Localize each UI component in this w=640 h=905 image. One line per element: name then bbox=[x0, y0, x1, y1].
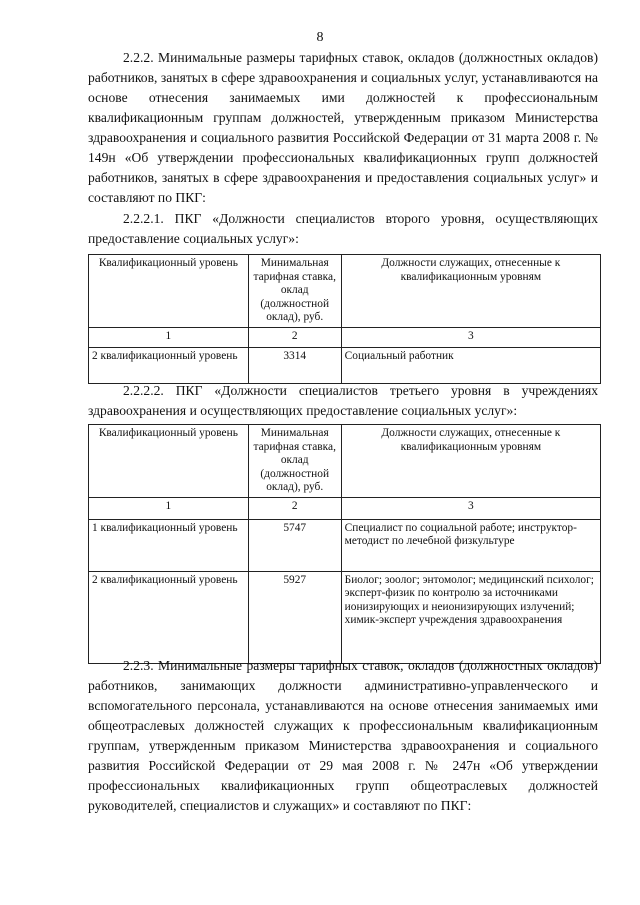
cell-level: 2 квалификационный уровень bbox=[89, 571, 249, 663]
paragraph-2-2-2-1: 2.2.2.1. ПКГ «Должности специалистов второго уровня, осуществляющих предоставление социальных услуг»: bbox=[88, 211, 598, 246]
header-num-2: 2 bbox=[248, 327, 341, 347]
header-num-1: 1 bbox=[89, 327, 249, 347]
cell-level: 1 квалификационный уровень bbox=[89, 519, 249, 571]
header-rate: Минимальная тарифная ставка, оклад (должностной оклад), руб. bbox=[248, 425, 341, 498]
cell-positions: Специалист по социальной работе; инструктор-методист по лечебной физкультуре bbox=[341, 519, 600, 571]
pkg-table-second-level bbox=[88, 254, 601, 384]
table-number-row bbox=[89, 497, 601, 519]
paragraph-2-2-2: 2.2.2. Минимальные размеры тарифных ставок, окладов (должностных окладов) работников, занятых в сфере здравоохранения и социальных услуг, устанавливаются на основе отнесения занимаемых ими должностей к профессиональным квалификационным группам должностей, утвержденным приказом Министерства здравоохранения и социального развития Российской Федерации от 31 марта 2008 г. № 149н «Об утверждении профессиональных квалификационных групп должностей работников, занятых в сфере здравоохранения и предоставления социальных услуг» и составляют по ПКГ: bbox=[88, 50, 598, 205]
table-row bbox=[89, 519, 601, 571]
header-num-2: 2 bbox=[248, 497, 341, 519]
table-row bbox=[89, 347, 601, 383]
table-header-row bbox=[89, 255, 601, 328]
paragraph-2-2-2-2: 2.2.2.2. ПКГ «Должности специалистов третьего уровня в учреждениях здравоохранения и осуществляющих предоставление социальных услуг»: bbox=[88, 383, 598, 418]
page-number: 8 bbox=[316, 30, 324, 45]
paragraph-2-2-3: 2.2.3. Минимальные размеры тарифных ставок, окладов (должностных окладов) работников, занимающих должности административно-управленческого и вспомогательного персонала, устанавливаются на основе отнесения занимаемых ими общеотраслевых должностей служащих к профессиональным квалификационным группам, утвержденным приказом Министерства здравоохранения и социального развития Российской Федерации от 29 мая 2008 г. № 247н «Об утверждении профессиональных квалификационных групп общеотраслевых должностей руководителей, специалистов и служащих» и составляют по ПКГ: bbox=[88, 658, 598, 813]
table-row bbox=[89, 571, 601, 663]
header-positions: Должности служащих, отнесенные к квалификационным уровням bbox=[341, 425, 600, 498]
header-level: Квалификационный уровень bbox=[89, 425, 249, 498]
table-header-row bbox=[89, 425, 601, 498]
cell-rate: 5747 bbox=[248, 519, 341, 571]
cell-rate: 3314 bbox=[248, 347, 341, 383]
cell-rate: 5927 bbox=[248, 571, 341, 663]
pkg-table-third-level bbox=[88, 424, 601, 664]
header-num-3: 3 bbox=[341, 497, 600, 519]
table-number-row bbox=[89, 327, 601, 347]
header-num-1: 1 bbox=[89, 497, 249, 519]
header-positions: Должности служащих, отнесенные к квалификационным уровням bbox=[341, 255, 600, 328]
header-num-3: 3 bbox=[341, 327, 600, 347]
cell-positions: Социальный работник bbox=[341, 347, 600, 383]
cell-positions: Биолог; зоолог; энтомолог; медицинский психолог; эксперт-физик по контролю за источниками ионизирующих и неионизирующих излучений; химик-эксперт учреждения здравоохранения bbox=[341, 571, 600, 663]
header-level: Квалификационный уровень bbox=[89, 255, 249, 328]
cell-level: 2 квалификационный уровень bbox=[89, 347, 249, 383]
header-rate: Минимальная тарифная ставка, оклад (должностной оклад), руб. bbox=[248, 255, 341, 328]
